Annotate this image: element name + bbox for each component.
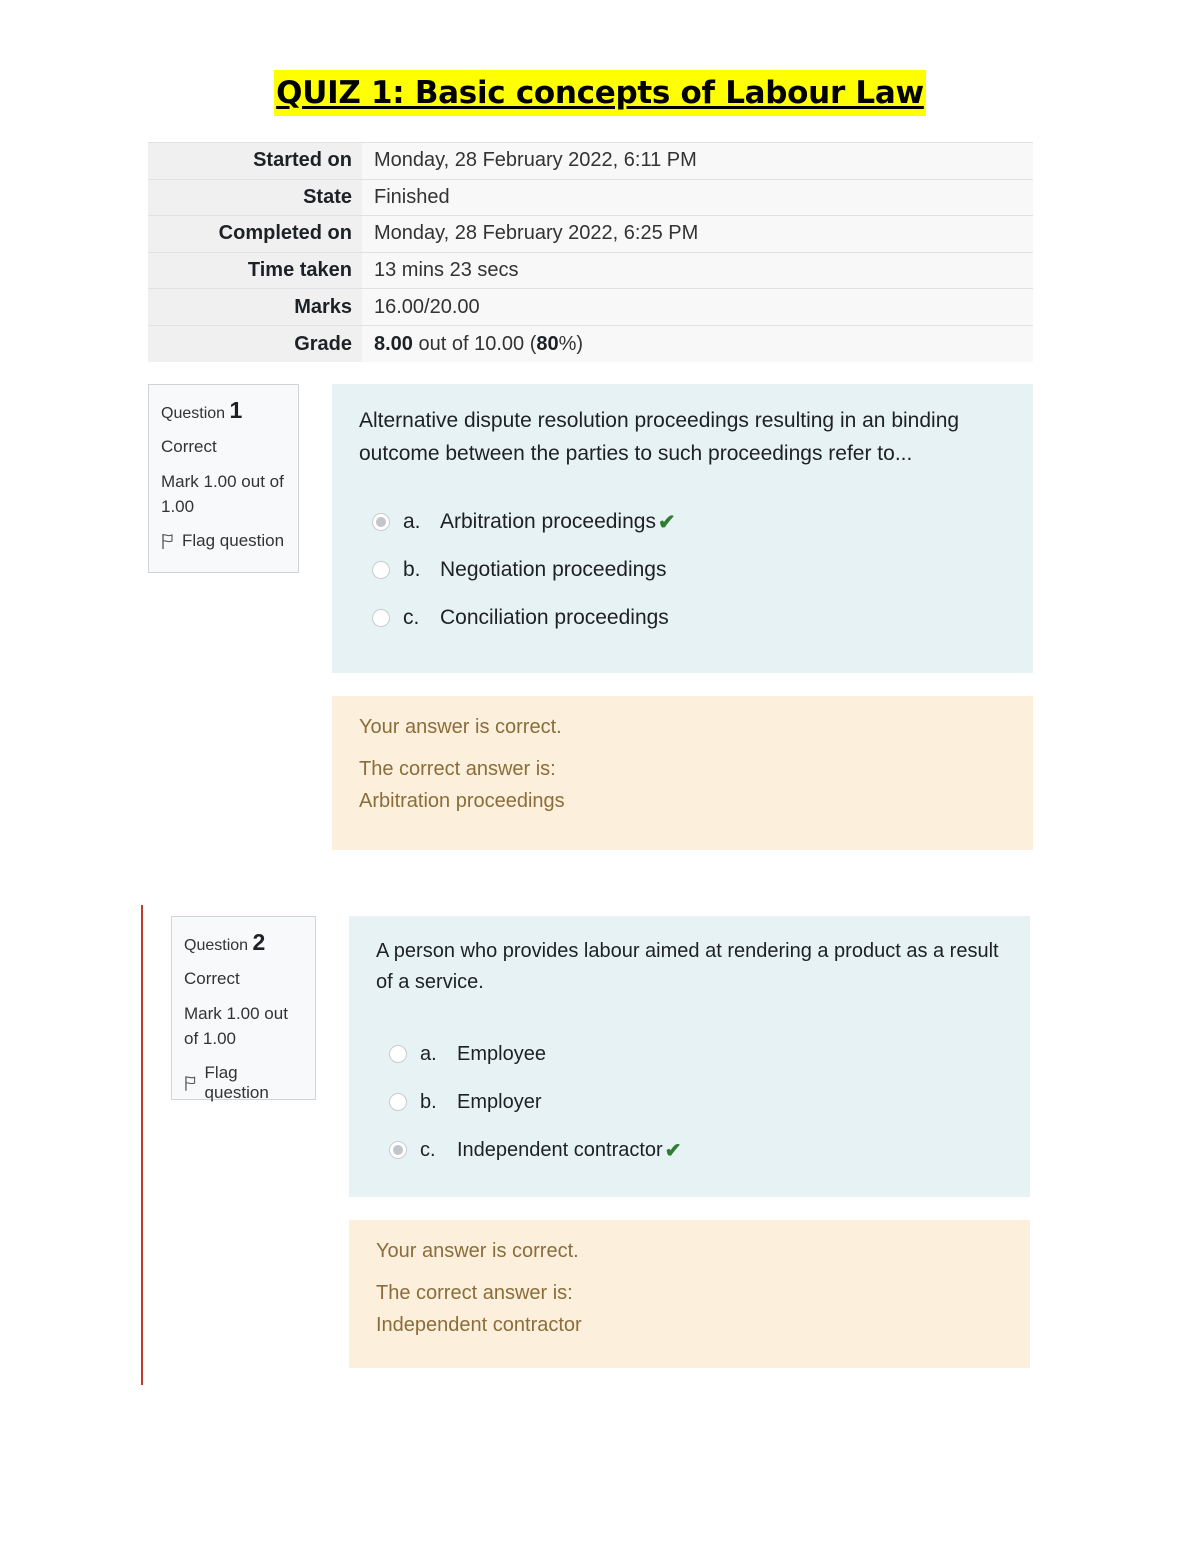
flag-question-link[interactable] (161, 531, 286, 551)
summary-label: Grade (148, 325, 362, 362)
answer-option[interactable] (359, 546, 1006, 594)
answer-options (359, 498, 1006, 642)
answer-option[interactable] (376, 1126, 1003, 1174)
summary-label: Time taken (148, 252, 362, 289)
option-letter: c. (420, 1138, 436, 1161)
summary-label: Started on (148, 143, 362, 180)
feedback-result: Your answer is correct. (359, 716, 562, 738)
question-info-2 (171, 916, 316, 1100)
radio-button[interactable] (372, 609, 390, 627)
feedback-result: Your answer is correct. (376, 1240, 579, 1262)
summary-row-state (148, 179, 1033, 216)
summary-row-time (148, 252, 1033, 289)
radio-button[interactable] (389, 1045, 407, 1063)
feedback-correct-answer: Arbitration proceedings (359, 790, 565, 812)
question-mark: Mark 1.00 out of 1.00 (184, 1004, 288, 1048)
question-box-2 (349, 916, 1030, 1197)
flag-question-link[interactable] (184, 1063, 303, 1103)
answer-options (376, 1030, 1003, 1174)
attempt-summary-table (148, 142, 1033, 362)
question-mark: Mark 1.00 out of 1.00 (161, 472, 284, 516)
checkmark-icon: ✔ (657, 510, 676, 534)
summary-row-grade (148, 325, 1033, 362)
feedback-correct-answer: Independent contractor (376, 1314, 582, 1336)
option-text: Arbitration proceedings (440, 510, 656, 533)
radio-button[interactable] (389, 1141, 407, 1159)
summary-value (362, 325, 1033, 362)
summary-label: Marks (148, 289, 362, 326)
summary-row-marks (148, 289, 1033, 326)
grade-mid: out of 10.00 ( (412, 332, 537, 355)
summary-value: Finished (362, 179, 1033, 216)
option-letter: b. (420, 1090, 437, 1113)
summary-row-completed (148, 216, 1033, 253)
question-label: Question (161, 405, 226, 422)
question-box-1 (332, 384, 1033, 673)
summary-value: Monday, 28 February 2022, 6:25 PM (362, 216, 1033, 253)
radio-button[interactable] (372, 561, 390, 579)
option-text: Negotiation proceedings (440, 558, 667, 581)
question-text: Alternative dispute resolution proceedings resulting in an binding outcome between the parties to such proceedings refer to... (359, 409, 960, 465)
feedback-box-2 (349, 1220, 1030, 1368)
question-number (161, 397, 286, 424)
flag-question-label: Flag question (182, 531, 285, 550)
grade-percent: 80 (536, 332, 559, 355)
grade-end: %) (558, 332, 584, 355)
option-letter: a. (403, 510, 421, 533)
flag-icon (161, 533, 174, 550)
question-number-value: 1 (229, 397, 243, 423)
answer-option[interactable] (359, 498, 1006, 546)
option-letter: c. (403, 606, 420, 629)
option-text: Employer (457, 1090, 542, 1113)
flag-icon (184, 1075, 197, 1092)
summary-row-started (148, 143, 1033, 180)
answer-option[interactable] (376, 1030, 1003, 1078)
summary-value: Monday, 28 February 2022, 6:11 PM (362, 143, 1033, 180)
option-letter: a. (420, 1042, 437, 1065)
question-number (184, 929, 303, 956)
option-letter: b. (403, 558, 421, 581)
checkmark-icon: ✔ (664, 1139, 682, 1162)
feedback-answer-label: The correct answer is: (376, 1282, 573, 1304)
question-number-value: 2 (252, 929, 266, 955)
question-text: A person who provides labour aimed at rendering a product as a result of a service. (376, 940, 999, 993)
radio-button[interactable] (389, 1093, 407, 1111)
question-status: Correct (161, 437, 217, 456)
summary-value: 13 mins 23 secs (362, 252, 1033, 289)
answer-option[interactable] (359, 594, 1006, 642)
radio-button[interactable] (372, 513, 390, 531)
page-title: QUIZ 1: Basic concepts of Labour Law (274, 70, 926, 116)
answer-option[interactable] (376, 1078, 1003, 1126)
option-text: Employee (457, 1042, 546, 1065)
question-info-1 (148, 384, 299, 573)
option-text: Independent contractor (457, 1138, 663, 1161)
feedback-box-1 (332, 696, 1033, 850)
flag-question-label: Flag question (204, 1063, 269, 1102)
option-text: Conciliation proceedings (440, 606, 669, 629)
summary-label: State (148, 179, 362, 216)
feedback-answer-label: The correct answer is: (359, 758, 556, 780)
margin-line (141, 905, 143, 1385)
summary-label: Completed on (148, 216, 362, 253)
question-label: Question (184, 937, 249, 954)
grade-score: 8.00 (374, 332, 413, 355)
question-status: Correct (184, 969, 240, 988)
summary-value: 16.00/20.00 (362, 289, 1033, 326)
